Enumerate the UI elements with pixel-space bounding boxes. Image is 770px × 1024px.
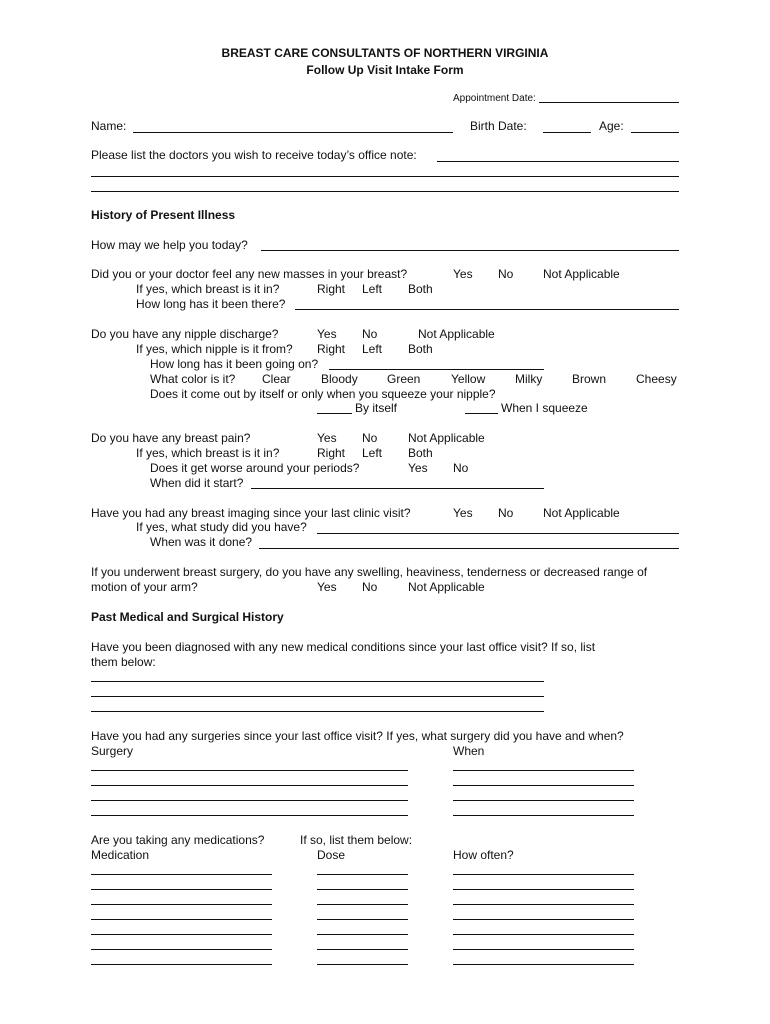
dose-field-3[interactable] bbox=[317, 904, 408, 905]
pain-worse-no[interactable]: No bbox=[453, 461, 469, 475]
how-often-field-5[interactable] bbox=[453, 934, 634, 935]
imaging-yes[interactable]: Yes bbox=[453, 506, 473, 520]
pain-yes[interactable]: Yes bbox=[317, 431, 337, 445]
surgery-field-4[interactable] bbox=[91, 815, 408, 816]
surgery-field-3[interactable] bbox=[91, 800, 408, 801]
color-brown[interactable]: Brown bbox=[572, 372, 607, 386]
pain-no[interactable]: No bbox=[362, 431, 378, 445]
org-name: BREAST CARE CONSULTANTS OF NORTHERN VIRGINIA bbox=[221, 46, 549, 60]
surgery-when-field-4[interactable] bbox=[453, 815, 634, 816]
surgery-effects-question: If you underwent breast surgery, do you have any swelling, heaviness, tenderness or decreased range of bbox=[91, 565, 648, 579]
doctors-note-field-2[interactable] bbox=[91, 176, 679, 177]
surgery-effects-question-2: motion of your arm? bbox=[91, 580, 198, 594]
surgery-when-field-2[interactable] bbox=[453, 785, 634, 786]
age-label: Age: bbox=[599, 119, 624, 133]
how-often-field-1[interactable] bbox=[453, 874, 634, 875]
medication-field-5[interactable] bbox=[91, 934, 272, 935]
medications-list-label: If so, list them below: bbox=[300, 833, 413, 847]
discharge-right[interactable]: Right bbox=[317, 342, 346, 356]
conditions-question: Have you been diagnosed with any new medical conditions since your last office visit? If so, list bbox=[91, 640, 596, 654]
discharge-squeeze-question: Does it come out by itself or only when you squeeze your nipple? bbox=[150, 387, 496, 401]
masses-yes[interactable]: Yes bbox=[453, 267, 473, 281]
medication-field-2[interactable] bbox=[91, 889, 272, 890]
pmh-heading: Past Medical and Surgical History bbox=[91, 610, 284, 624]
imaging-when-label: When was it done? bbox=[150, 535, 253, 549]
medication-field-6[interactable] bbox=[91, 949, 272, 950]
masses-how-long-label: How long has it been there? bbox=[136, 297, 286, 311]
medication-field-7[interactable] bbox=[91, 964, 272, 965]
discharge-yes[interactable]: Yes bbox=[317, 327, 337, 341]
dose-field-1[interactable] bbox=[317, 874, 408, 875]
conditions-field-1[interactable] bbox=[91, 681, 544, 682]
discharge-na[interactable]: Not Applicable bbox=[418, 327, 495, 341]
appointment-date-field[interactable] bbox=[539, 102, 679, 103]
masses-no[interactable]: No bbox=[498, 267, 514, 281]
dose-field-4[interactable] bbox=[317, 919, 408, 920]
doctors-note-field[interactable] bbox=[437, 161, 679, 162]
discharge-left[interactable]: Left bbox=[362, 342, 383, 356]
discharge-color-label: What color is it? bbox=[150, 372, 236, 386]
imaging-no[interactable]: No bbox=[498, 506, 514, 520]
surgery-when-field-3[interactable] bbox=[453, 800, 634, 801]
imaging-study-label: If yes, what study did you have? bbox=[136, 520, 307, 534]
age-field[interactable] bbox=[631, 132, 679, 133]
pain-which-label: If yes, which breast is it in? bbox=[136, 446, 280, 460]
color-milky[interactable]: Milky bbox=[515, 372, 543, 386]
masses-na[interactable]: Not Applicable bbox=[543, 267, 620, 281]
when-column-header: When bbox=[453, 744, 485, 758]
pain-question: Do you have any breast pain? bbox=[91, 431, 251, 445]
form-title: Follow Up Visit Intake Form bbox=[306, 63, 464, 77]
birth-date-field[interactable] bbox=[543, 132, 591, 133]
pain-left[interactable]: Left bbox=[362, 446, 383, 460]
doctors-note-label: Please list the doctors you wish to receive today’s office note: bbox=[91, 148, 417, 162]
imaging-when-field[interactable] bbox=[259, 548, 679, 549]
surgery-effects-no[interactable]: No bbox=[362, 580, 378, 594]
birth-date-label: Birth Date: bbox=[470, 119, 527, 133]
masses-left[interactable]: Left bbox=[362, 282, 383, 296]
medication-field-3[interactable] bbox=[91, 904, 272, 905]
pain-both[interactable]: Both bbox=[408, 446, 433, 460]
masses-right[interactable]: Right bbox=[317, 282, 346, 296]
color-yellow[interactable]: Yellow bbox=[451, 372, 486, 386]
masses-which-label: If yes, which breast is it in? bbox=[136, 282, 280, 296]
conditions-field-2[interactable] bbox=[91, 696, 544, 697]
doctors-note-field-3[interactable] bbox=[91, 191, 679, 192]
imaging-na[interactable]: Not Applicable bbox=[543, 506, 620, 520]
pain-when-start-label: When did it start? bbox=[150, 476, 244, 490]
when-squeeze-label: When I squeeze bbox=[501, 401, 588, 415]
surgery-field-1[interactable] bbox=[91, 770, 408, 771]
imaging-study-field[interactable] bbox=[317, 533, 679, 534]
surgery-field-2[interactable] bbox=[91, 785, 408, 786]
how-often-field-2[interactable] bbox=[453, 889, 634, 890]
how-often-field-7[interactable] bbox=[453, 964, 634, 965]
by-itself-field[interactable] bbox=[317, 413, 352, 414]
imaging-question: Have you had any breast imaging since your last clinic visit? bbox=[91, 506, 411, 520]
how-often-field-3[interactable] bbox=[453, 904, 634, 905]
discharge-question: Do you have any nipple discharge? bbox=[91, 327, 279, 341]
dose-field-6[interactable] bbox=[317, 949, 408, 950]
masses-question: Did you or your doctor feel any new masses in your breast? bbox=[91, 267, 408, 281]
hpi-heading: History of Present Illness bbox=[91, 208, 236, 222]
dose-field-7[interactable] bbox=[317, 964, 408, 965]
discharge-how-long-label: How long has it been going on? bbox=[150, 357, 319, 371]
name-field[interactable] bbox=[133, 132, 453, 133]
appointment-date-label: Appointment Date: bbox=[453, 93, 536, 104]
dose-field-2[interactable] bbox=[317, 889, 408, 890]
color-clear[interactable]: Clear bbox=[262, 372, 291, 386]
help-label: How may we help you today? bbox=[91, 238, 248, 252]
medication-column-header: Medication bbox=[91, 848, 150, 862]
medication-field-4[interactable] bbox=[91, 919, 272, 920]
surgery-effects-yes[interactable]: Yes bbox=[317, 580, 337, 594]
dose-field-5[interactable] bbox=[317, 934, 408, 935]
how-often-column-header: How often? bbox=[453, 848, 514, 862]
color-green[interactable]: Green bbox=[387, 372, 421, 386]
medications-question: Are you taking any medications? bbox=[91, 833, 265, 847]
dose-column-header: Dose bbox=[317, 848, 346, 862]
help-field[interactable] bbox=[261, 250, 679, 251]
pain-right[interactable]: Right bbox=[317, 446, 346, 460]
name-label: Name: bbox=[91, 119, 127, 133]
surgery-when-field-1[interactable] bbox=[453, 770, 634, 771]
discharge-how-long-field[interactable] bbox=[329, 369, 544, 370]
conditions-field-3[interactable] bbox=[91, 711, 544, 712]
when-squeeze-field[interactable] bbox=[465, 413, 498, 414]
pain-worse-yes[interactable]: Yes bbox=[408, 461, 428, 475]
color-bloody[interactable]: Bloody bbox=[321, 372, 358, 386]
discharge-no[interactable]: No bbox=[362, 327, 378, 341]
discharge-both[interactable]: Both bbox=[408, 342, 433, 356]
masses-how-long-field[interactable] bbox=[295, 309, 679, 310]
surgery-effects-na[interactable]: Not Applicable bbox=[408, 580, 485, 594]
medication-field-1[interactable] bbox=[91, 874, 272, 875]
surgeries-question: Have you had any surgeries since your last office visit? If yes, what surgery did you have and when? bbox=[91, 729, 624, 743]
masses-both[interactable]: Both bbox=[408, 282, 433, 296]
surgery-column-header: Surgery bbox=[91, 744, 134, 758]
color-cheesy[interactable]: Cheesy bbox=[636, 372, 677, 386]
pain-na[interactable]: Not Applicable bbox=[408, 431, 485, 445]
pain-when-start-field[interactable] bbox=[251, 488, 544, 489]
by-itself-label: By itself bbox=[355, 401, 398, 415]
conditions-question-2: them below: bbox=[91, 655, 156, 669]
pain-worse-question: Does it get worse around your periods? bbox=[150, 461, 360, 475]
discharge-which-label: If yes, which nipple is it from? bbox=[136, 342, 293, 356]
how-often-field-4[interactable] bbox=[453, 919, 634, 920]
how-often-field-6[interactable] bbox=[453, 949, 634, 950]
